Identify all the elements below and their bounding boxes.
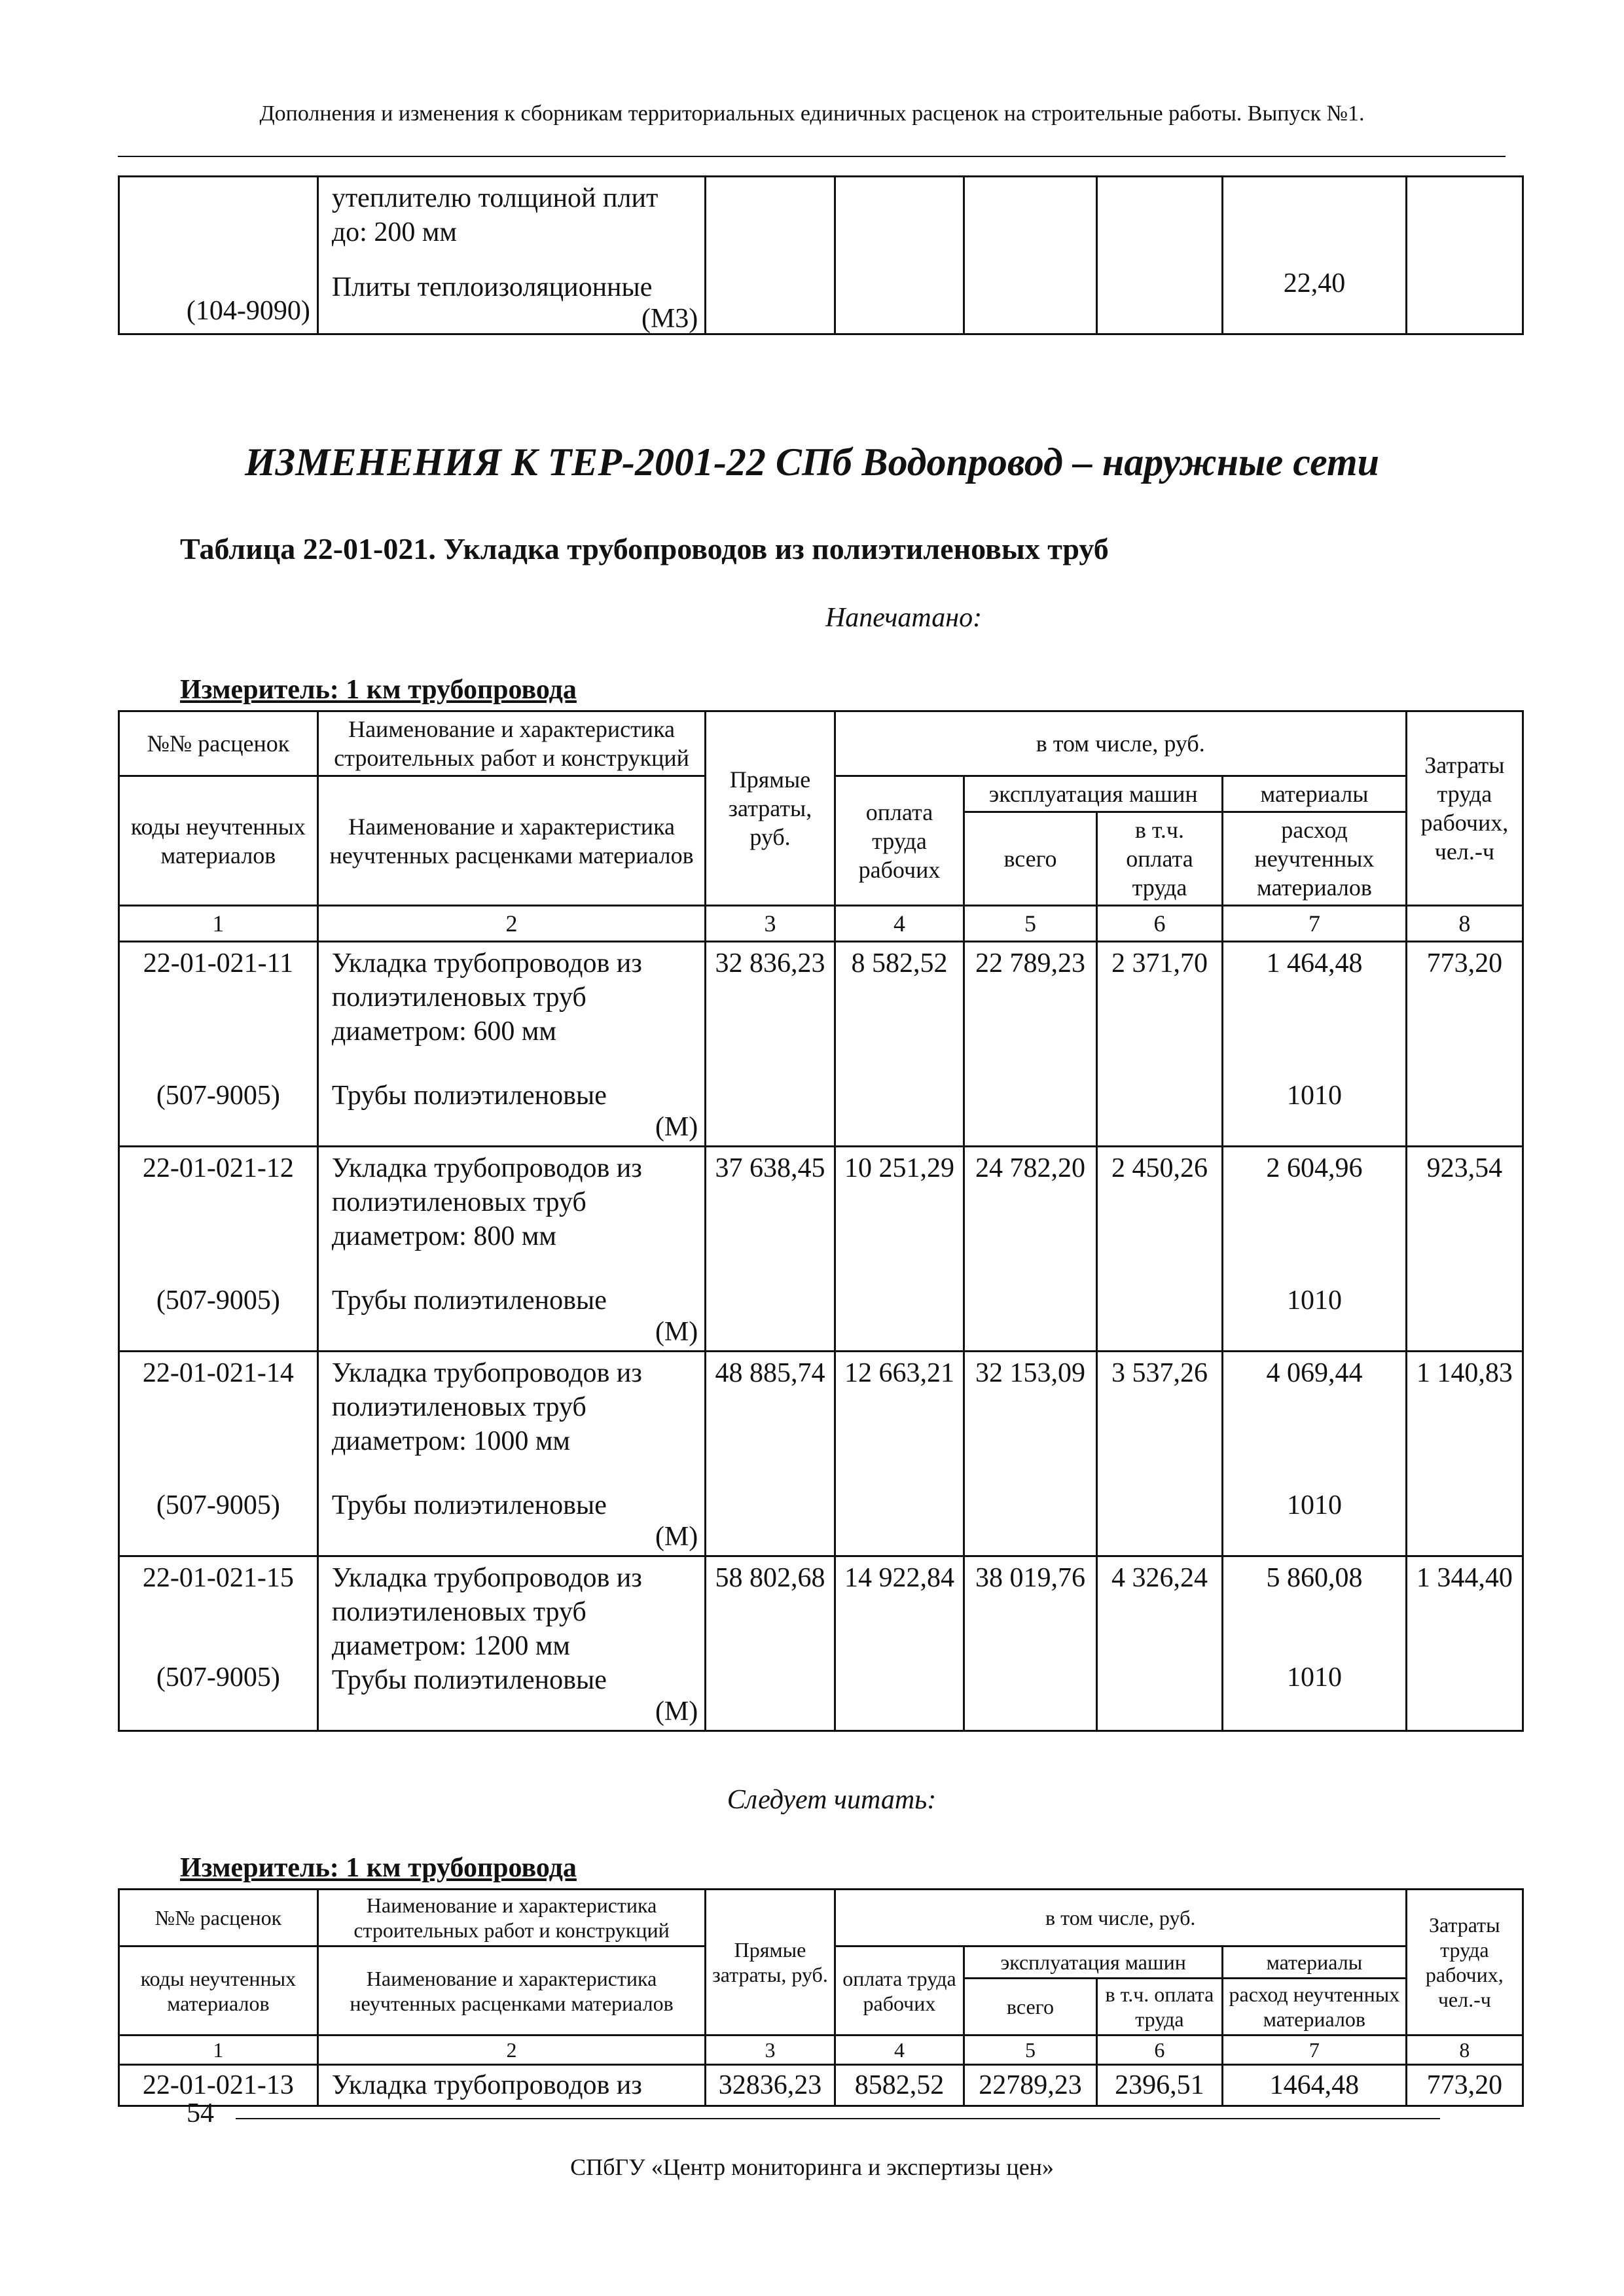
footer-divider bbox=[236, 2118, 1440, 2119]
col-incl: в том числе, руб. bbox=[835, 711, 1406, 776]
col-name: Наименование и характеристика строительных работ и конструкций bbox=[317, 1890, 705, 1946]
should-read-table bbox=[118, 1888, 1524, 2107]
rate-name: Укладка трубопроводов из bbox=[317, 2065, 705, 2106]
machines-pay: 2396,51 bbox=[1096, 2065, 1222, 2106]
col-direct: Прямые затраты, руб. bbox=[706, 1890, 835, 2036]
footer-org: СПбГУ «Центр мониторинга и экспертизы цен» bbox=[570, 2154, 1054, 2180]
col-materials: материалы bbox=[1223, 1946, 1407, 1979]
measure-label-2: Измеритель: 1 км трубопровода bbox=[180, 1853, 577, 1883]
table-row bbox=[119, 1352, 1523, 1556]
machines-total: 32 153,09 bbox=[964, 1352, 1097, 1556]
machines-pay: 3 537,26 bbox=[1096, 1352, 1222, 1556]
material-quantity: 22,40 bbox=[1223, 177, 1407, 334]
item-name: утеплителю толщиной плит до: 200 мм Плиты теплоизоляционные (М3) bbox=[317, 177, 705, 334]
rate-name: Укладка трубопроводов из полиэтиленовых труб диаметром: 600 мм Трубы полиэтиленовые (М) bbox=[317, 942, 705, 1147]
col-materials: материалы bbox=[1223, 776, 1407, 812]
table-row bbox=[119, 1556, 1523, 1731]
rate-name: Укладка трубопроводов из полиэтиленовых труб диаметром: 1200 мм Трубы полиэтиленовые (М) bbox=[317, 1556, 705, 1731]
col-pay: оплата труда рабочих bbox=[835, 776, 964, 906]
running-header: Дополнения и изменения к сборникам территориальных единичных расценок на строительные работы. Выпуск №1. bbox=[259, 101, 1365, 126]
table-row bbox=[119, 177, 1523, 334]
continuation-table bbox=[118, 175, 1524, 335]
section-title: ИЗМЕНЕНИЯ К ТЕР-2001-22 СПб Водопровод – наружные сети bbox=[245, 440, 1379, 484]
col-name: Наименование и характеристика строительных работ и конструкций bbox=[317, 711, 705, 776]
col-name2: Наименование и характеристика неучтенных расценками материалов bbox=[317, 1946, 705, 2036]
col-code: №№ расценок bbox=[119, 1890, 318, 1946]
col-labor: Затраты труда рабочих, чел.-ч bbox=[1406, 711, 1523, 906]
col-machines: эксплуатация машин bbox=[964, 1946, 1223, 1979]
header-divider bbox=[118, 156, 1506, 157]
machines-pay: 2 371,70 bbox=[1096, 942, 1222, 1147]
machines-total: 22789,23 bbox=[964, 2065, 1097, 2106]
col-machines: эксплуатация машин bbox=[964, 776, 1223, 812]
measure-label: Измеритель: 1 км трубопровода bbox=[180, 675, 577, 705]
direct-cost: 32 836,23 bbox=[706, 942, 835, 1147]
col-incl-pay: в т.ч. оплата труда bbox=[1096, 1979, 1222, 2036]
machines-total: 38 019,76 bbox=[964, 1556, 1097, 1731]
rate-code: 22-01-021-12 (507-9005) bbox=[119, 1147, 318, 1352]
rate-code: 22-01-021-13 bbox=[119, 2065, 318, 2106]
column-numbers: 1 2 3 4 5 6 7 8 bbox=[119, 906, 1523, 942]
col-code2: коды неучтенных материалов bbox=[119, 776, 318, 906]
rate-code: 22-01-021-11 (507-9005) bbox=[119, 942, 318, 1147]
direct-cost: 32836,23 bbox=[706, 2065, 835, 2106]
direct-cost: 58 802,68 bbox=[706, 1556, 835, 1731]
table-row bbox=[119, 942, 1523, 1147]
should-read-label: Следует читать: bbox=[727, 1785, 937, 1815]
material-code: (104-9090) bbox=[119, 177, 318, 334]
col-consumption: расход неучтенных материалов bbox=[1223, 812, 1407, 906]
table-row bbox=[119, 1147, 1523, 1352]
materials-cost: 1 464,48 1010 bbox=[1223, 942, 1407, 1147]
col-name2: Наименование и характеристика неучтенных расценками материалов bbox=[317, 776, 705, 906]
materials-cost: 1464,48 bbox=[1223, 2065, 1407, 2106]
table-row bbox=[119, 2065, 1523, 2106]
col-total: всего bbox=[964, 1979, 1097, 2036]
col-code2: коды неучтенных материалов bbox=[119, 1946, 318, 2036]
pay-cost: 10 251,29 bbox=[835, 1147, 964, 1352]
col-incl: в том числе, руб. bbox=[835, 1890, 1406, 1946]
labor-cost: 773,20 bbox=[1406, 942, 1523, 1147]
rate-code: 22-01-021-15 (507-9005) bbox=[119, 1556, 318, 1731]
col-total: всего bbox=[964, 812, 1097, 906]
labor-cost: 1 140,83 bbox=[1406, 1352, 1523, 1556]
materials-cost: 4 069,44 1010 bbox=[1223, 1352, 1407, 1556]
direct-cost: 37 638,45 bbox=[706, 1147, 835, 1352]
machines-total: 22 789,23 bbox=[964, 942, 1097, 1147]
machines-pay: 4 326,24 bbox=[1096, 1556, 1222, 1731]
printed-table bbox=[118, 710, 1524, 1732]
column-numbers: 1 2 3 4 5 6 7 8 bbox=[119, 2036, 1523, 2065]
col-direct: Прямые затраты, руб. bbox=[706, 711, 835, 906]
pay-cost: 14 922,84 bbox=[835, 1556, 964, 1731]
col-labor: Затраты труда рабочих, чел.-ч bbox=[1406, 1890, 1523, 2036]
rate-code: 22-01-021-14 (507-9005) bbox=[119, 1352, 318, 1556]
machines-pay: 2 450,26 bbox=[1096, 1147, 1222, 1352]
table-caption: Таблица 22-01-021. Укладка трубопроводов из полиэтиленовых труб bbox=[180, 532, 1109, 565]
labor-cost: 923,54 bbox=[1406, 1147, 1523, 1352]
pay-cost: 8 582,52 bbox=[835, 942, 964, 1147]
col-code: №№ расценок bbox=[119, 711, 318, 776]
rate-name: Укладка трубопроводов из полиэтиленовых труб диаметром: 1000 мм Трубы полиэтиленовые (М) bbox=[317, 1352, 705, 1556]
machines-total: 24 782,20 bbox=[964, 1147, 1097, 1352]
col-incl-pay: в т.ч. оплата труда bbox=[1096, 812, 1222, 906]
materials-cost: 5 860,08 1010 bbox=[1223, 1556, 1407, 1731]
labor-cost: 1 344,40 bbox=[1406, 1556, 1523, 1731]
pay-cost: 8582,52 bbox=[835, 2065, 964, 2106]
direct-cost: 48 885,74 bbox=[706, 1352, 835, 1556]
printed-label: Напечатано: bbox=[825, 603, 983, 633]
col-consumption: расход неучтенных материалов bbox=[1223, 1979, 1407, 2036]
labor-cost: 773,20 bbox=[1406, 2065, 1523, 2106]
pay-cost: 12 663,21 bbox=[835, 1352, 964, 1556]
materials-cost: 2 604,96 1010 bbox=[1223, 1147, 1407, 1352]
page-number: 54 bbox=[187, 2098, 214, 2128]
rate-name: Укладка трубопроводов из полиэтиленовых труб диаметром: 800 мм Трубы полиэтиленовые (М) bbox=[317, 1147, 705, 1352]
col-pay: оплата труда рабочих bbox=[835, 1946, 964, 2036]
